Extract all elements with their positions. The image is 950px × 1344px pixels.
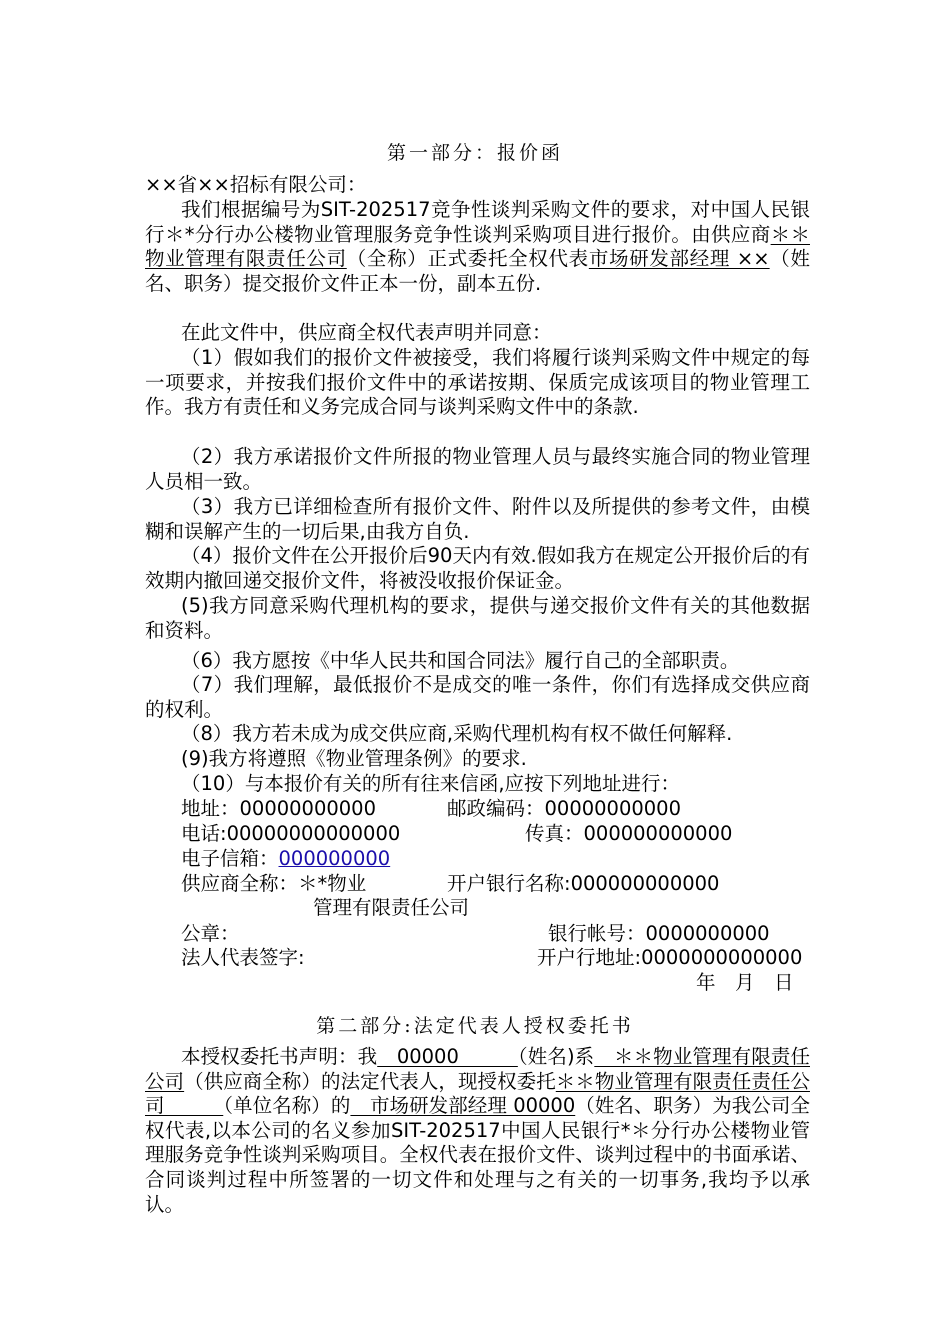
declaration: 在此文件中，供应商全权代表声明并同意：	[181, 321, 552, 344]
supplier-fullname: ＊＊物业管理有限责任公司	[145, 222, 810, 271]
legal-signature: 法人代表签字:	[181, 946, 305, 969]
legal-rep-name: 00000	[377, 1045, 518, 1068]
clause-2: （2）我方承诺报价文件所报的物业管理人员与最终实施合同的物业管理人员相一致。	[145, 445, 810, 493]
authorization-paragraph	[145, 1045, 810, 1217]
clause-3: （3）我方已详细检查所有报价文件、附件以及所提供的参考文件，由模糊和误解产生的一切后果,由我方自负.	[145, 495, 810, 543]
phone: 电话:00000000000000	[181, 822, 401, 845]
fax: 传真：000000000000	[525, 822, 733, 845]
date: 年 月 日	[696, 971, 794, 994]
supplier-company: ＊＊物业管理有限责任公司	[145, 1045, 810, 1093]
supplier-name-line2: 管理有限责任公司	[313, 896, 470, 919]
supplier-name-line1: 供应商全称：＊*物业	[181, 872, 367, 895]
auth-text: （供应商全称）的法定代表人，现授权委托	[184, 1069, 556, 1093]
auth-text: （单位名称）的	[223, 1094, 351, 1118]
clause-9: (9)我方将遵照《物业管理条例》的要求.	[181, 747, 527, 770]
clause-8: （8）我方若未成为成交供应商,采购代理机构有权不做任何解释.	[181, 722, 733, 745]
intro-text: （姓名、职务）提交报价文件正本一份，副本五份.	[145, 247, 810, 295]
part1-title: 第一部分：报价函	[386, 142, 563, 164]
intro-paragraph	[145, 198, 810, 296]
auth-text: 本授权委托书声明：我	[181, 1045, 378, 1068]
intro-text: 我们根据编号为SIT-202517竞争性谈判采购文件的要求，对中国人民银行＊*分行办公楼物业管理服务竞争性谈判采购项目进行报价。由供应商	[145, 198, 810, 246]
clause-5: (5)我方同意采购代理机构的要求，提供与递交报价文件有关的其他数据和资料。	[145, 594, 810, 642]
part2-title: 第二部分:法定代表人授权委托书	[316, 1015, 634, 1037]
agent-position: 市场研发部经理 00000	[350, 1094, 576, 1118]
addressee: ××省××招标有限公司：	[145, 173, 367, 196]
address: 地址：00000000000	[181, 797, 376, 820]
postcode: 邮政编码：00000000000	[447, 797, 681, 820]
clause-6: （6）我方愿按《中华人民共和国合同法》履行自己的全部职责。	[181, 649, 740, 672]
bank-address: 开户行地址:0000000000000	[537, 946, 803, 969]
auth-text: （姓名、职务）为我公司全权代表,以本公司的名义参加SIT-202517中国人民银行*＊分行办公楼物业管理服务竞争性谈判采购项目。全权代表在报价文件、谈判过程中的书面承诺、合同谈判过程中所签署的一切文件和处理与之有关的一切事务,我均予以承认。	[145, 1094, 810, 1216]
intro-text: （全称）正式委托全权代表	[346, 247, 589, 271]
agent-company: ＊＊物业管理有限责任责任公司	[145, 1069, 810, 1118]
clause-7: （7）我们理解，最低报价不是成交的唯一条件，你们有选择成交供应商的权利。	[145, 673, 810, 721]
representative: 市场研发部经理 ××	[588, 247, 770, 271]
bank-name: 开户银行名称:000000000000	[447, 872, 720, 895]
clause-10: （10）与本报价有关的所有往来信函,应按下列地址进行：	[181, 772, 681, 795]
email-link[interactable]: 000000000	[278, 847, 391, 870]
auth-text: （姓名)系	[517, 1045, 595, 1068]
clause-4: （4）报价文件在公开报价后90天内有效.假如我方在规定公开报价后的有效期内撤回递交报价文件，将被没收报价保证金。	[145, 544, 810, 592]
seal: 公章：	[181, 922, 240, 945]
email	[181, 847, 390, 872]
email-label: 电子信箱：	[181, 847, 279, 870]
bank-account: 银行帐号：0000000000	[548, 922, 770, 945]
clause-1: （1）假如我们的报价文件被接受，我们将履行谈判采购文件中规定的每一项要求，并按我们报价文件中的承诺按期、保质完成该项目的物业管理工作。我方有责任和义务完成合同与谈判采购文件中的条款.	[145, 346, 810, 419]
